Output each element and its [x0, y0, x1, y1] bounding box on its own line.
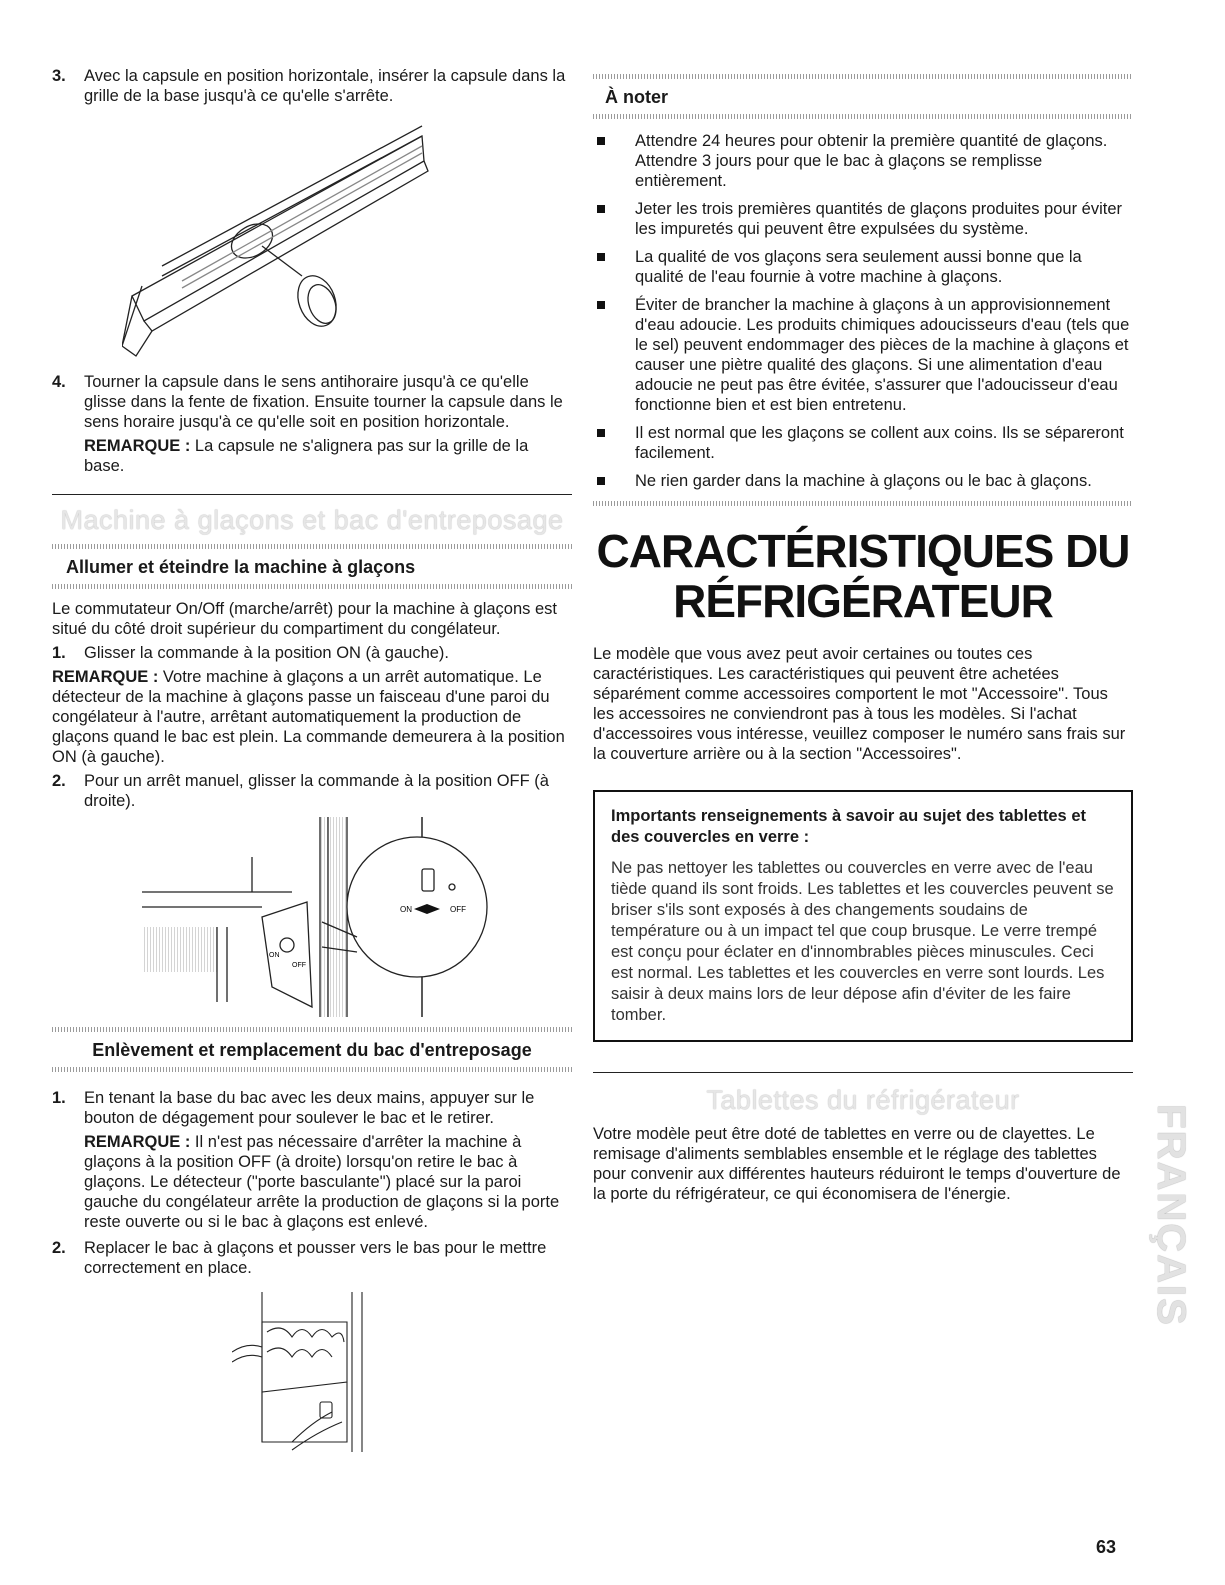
note-item: La qualité de vos glaçons sera seulement aussi bonne que la qualité de l'eau fournie à votre machine à glaçons. [593, 247, 1133, 287]
subhead-on-off: Allumer et éteindre la machine à glaçons [66, 557, 416, 577]
remark-2: REMARQUE : Votre machine à glaçons a un arrêt automatique. Le détecteur de la machine à glaçons passe un faisceau d'une paroi du congélateur à l'autre, arrêtant automatiquement la production de glaçons quand le bac est plein. La commande demeurera à la position ON (à gauche). [52, 668, 565, 766]
hatch-divider [52, 1027, 572, 1032]
glass-warning-heading: Importants renseignements à savoir au sujet des tablettes et des couvercles en verre : [611, 807, 1086, 846]
bullet-icon [597, 205, 605, 213]
hatch-divider [52, 1067, 572, 1072]
note-item: Éviter de brancher la machine à glaçons à un approvisionnement d'eau adoucie. Les produits chimiques adoucisseurs d'eau (tels que le sel) peuvent endommager des pièces de la machine à glaçons et causer une piètre qualité des glaçons. Si une alimentation d'eau adoucie ne peut pas être évitée, s'assurer que l'adoucisseur d'eau fonctionne bien et est bien entretenu. [593, 295, 1133, 415]
on-step-1: 1. Glisser la commande à la position ON (à gauche). [52, 644, 449, 662]
switch-on-label-small: ON [269, 952, 280, 959]
section-title-ice-maker: Machine à glaçons et bac d'entreposage [60, 505, 564, 535]
bullet-icon [597, 429, 605, 437]
note-heading: À noter [605, 87, 668, 107]
glass-warning-box [593, 790, 1133, 1042]
remark-1: REMARQUE : La capsule ne s'alignera pas sur la grille de la base. [84, 437, 529, 475]
features-intro: Le modèle que vous avez peut avoir certaines ou toutes ces caractéristiques. Les caractéristiques qui peuvent être achetées séparément comme accessoires comportent le mot "Accessoire". Tous les accessoires ne conviendront pas à tous les modèles. Si l'achat d'accessoires vous intéresse, veuillez composer le numéro sans frais sur la couverture arrière ou à la section "Accessoires". [593, 645, 1126, 763]
page-number: 63 [1096, 1537, 1117, 1557]
step-3: 3. Avec la capsule en position horizontale, insérer la capsule dans la grille de la base jusqu'à ce qu'elle s'arrête. [52, 67, 566, 105]
hatch-divider [593, 74, 1133, 79]
switch-illustration [132, 817, 572, 1017]
step-4-text: Tourner la capsule dans le sens antihoraire jusqu'à ce qu'elle glisse dans la fente de fixation. Ensuite tourner la capsule dans le sens horaire jusqu'à ce qu'elle soit en position horizontale. [84, 373, 563, 431]
section-rule [52, 494, 572, 495]
ice-bin-illustration [232, 1292, 572, 1452]
note-item: Attendre 24 heures pour obtenir la première quantité de glaçons. Attendre 3 jours pour que le bac à glaçons se remplisse entièrement. [593, 131, 1133, 191]
capsule-illustration [122, 116, 572, 366]
note-item: Il est normal que les glaçons se collent aux coins. Ils se sépareront facilement. [593, 423, 1133, 463]
left-column [52, 0, 572, 1452]
section-rule [593, 1072, 1133, 1073]
section-title-shelves: Tablettes du réfrigérateur [706, 1085, 1020, 1115]
switch-off-label-small: OFF [292, 962, 306, 969]
language-side-tab: FRANÇAIS [1148, 1103, 1193, 1327]
features-title: CARACTÉRISTIQUES DU RÉFRIGÉRATEUR [596, 525, 1130, 627]
bullet-icon [597, 253, 605, 261]
bullet-icon [597, 137, 605, 145]
bullet-icon [597, 477, 605, 485]
hatch-divider [52, 544, 572, 549]
bullet-icon [597, 301, 605, 309]
shelves-text: Votre modèle peut être doté de tablettes en verre ou de clayettes. Le remisage d'aliments semblables ensemble et le réglage des tablettes pour convenir aux différentes hauteurs réduiront le temps d'ouverture de la porte du réfrigérateur, ce qui économisera de l'énergie. [593, 1125, 1121, 1203]
on-step-2: 2. Pour un arrêt manuel, glisser la commande à la position OFF (à droite). [52, 772, 549, 810]
step-3-text: Avec la capsule en position horizontale, insérer la capsule dans la grille de la base jusqu'à ce qu'elle s'arrête. [84, 67, 566, 105]
step-4: 4. Tourner la capsule dans le sens antihoraire jusqu'à ce qu'elle glisse dans la fente de fixation. Ensuite tourner la capsule dans le sens horaire jusqu'à ce qu'elle soit en position horizontale. [52, 373, 563, 431]
hatch-divider [52, 584, 572, 589]
glass-warning-body: Ne pas nettoyer les tablettes ou couvercles en verre avec de l'eau tiède quand ils sont froids. Les tablettes et les couvercles peuvent se briser s'ils sont exposés à des changements soudains de température ou à un impact tel que coup brusque. Le verre trempé est conçu pour éclater en d'innombrables pièces minuscules. Ceci est normal. Les tablettes et les couvercles en verre sont lourds. Les saisir à deux mains lors de leur dépose afin d'éviter de les faire tomber. [611, 859, 1114, 1024]
switch-off-label: OFF [450, 905, 466, 914]
bin-step-2: 2. Replacer le bac à glaçons et pousser vers le bas pour le mettre correctement en place. [52, 1239, 547, 1277]
switch-on-label: ON [400, 905, 412, 914]
hatch-divider [593, 501, 1133, 506]
bin-step-1: 1. En tenant la base du bac avec les deux mains, appuyer sur le bouton de dégagement pour soulever le bac et le retirer. [52, 1089, 535, 1127]
note-item: Jeter les trois premières quantités de glaçons produites pour éviter les impuretés qui peuvent être expulsées du système. [593, 199, 1133, 239]
hatch-divider [593, 114, 1133, 119]
subhead-bin: Enlèvement et remplacement du bac d'entreposage [92, 1040, 532, 1060]
remark-3: REMARQUE : Il n'est pas nécessaire d'arrêter la machine à glaçons à la position OFF (à droite) lorsqu'on retire le bac à glaçons. Le détecteur ("porte basculante") placé sur la paroi gauche du congélateur arrête la production de glaçons si la porte reste ouverte ou si le bac à glaçons est enlevé. [84, 1133, 560, 1231]
note-item: Ne rien garder dans la machine à glaçons ou le bac à glaçons. [593, 471, 1133, 491]
right-column [593, 0, 1133, 1204]
para-switch-location: Le commutateur On/Off (marche/arrêt) pour la machine à glaçons est situé du côté droit supérieur du compartiment du congélateur. [52, 600, 558, 638]
